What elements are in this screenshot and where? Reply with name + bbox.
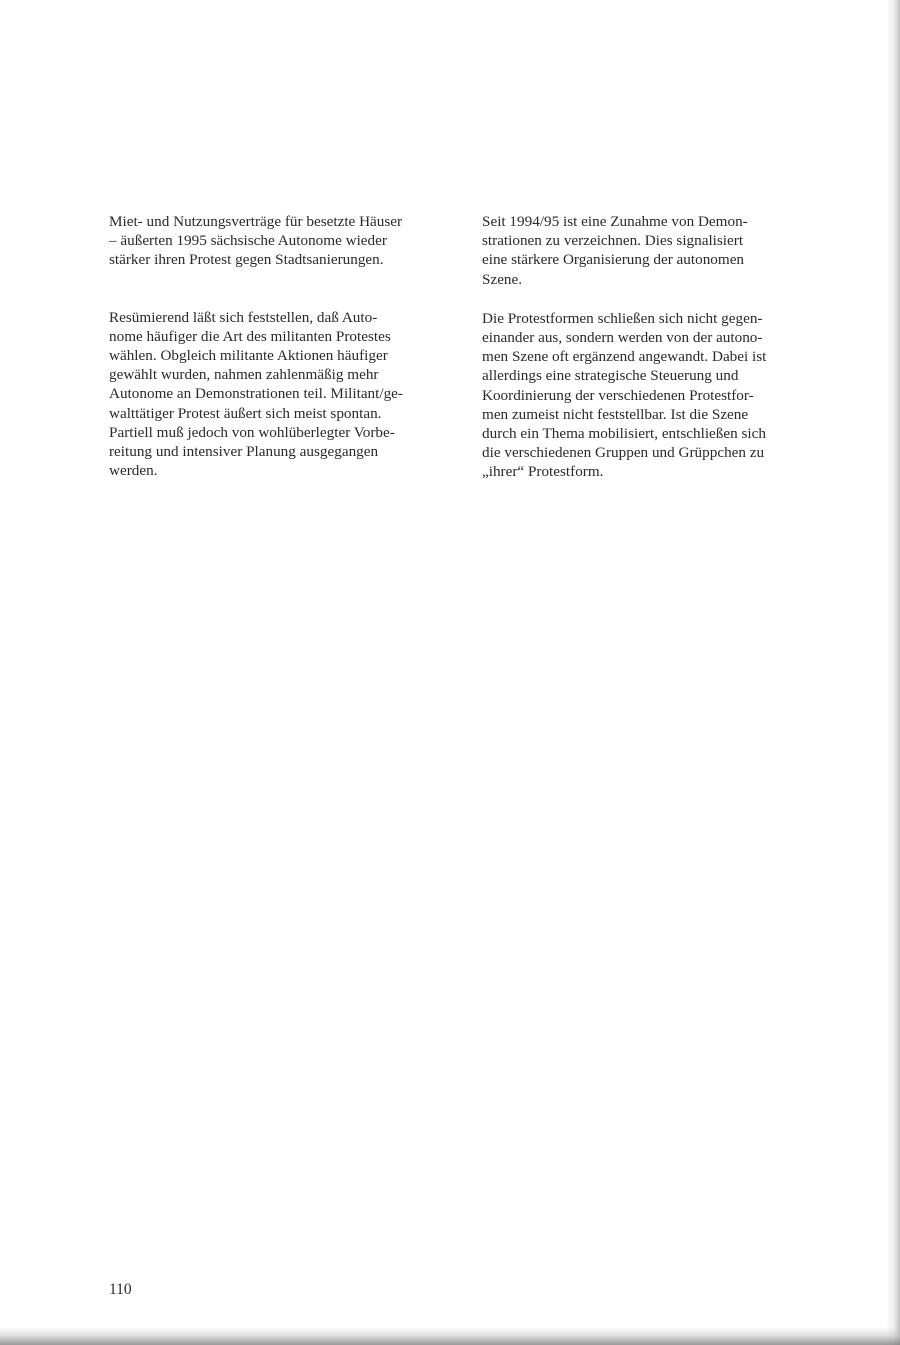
page-number: 110 [109,1281,132,1298]
right-paragraph-2: Die Protestformen schließen sich nicht gegen- einander aus, sondern werden von der autono- men Szene oft ergänzend angewandt. Dabei ist allerdings eine strategische Steuerung und Koordinierung der verschiedenen Protestfor- men zumeist nicht feststellbar. Ist die Szene durch ein Thema mobilisiert, entschließen sich die verschiedenen Gruppen und Grüppchen zu „ihrer“ Protestform. [482,309,767,481]
right-paragraph-1: Seit 1994/95 ist eine Zunahme von Demon- strationen zu verzeichnen. Dies signalisiert eine stärkere Organisierung der autonomen Szene. [482,213,748,288]
left-paragraph-2: Resümierend läßt sich feststellen, daß Auto- nome häufiger die Art des militanten Protestes wählen. Obgleich militante Aktionen häufiger gewählt wurden, nahmen zahlenmäßig mehr Autonome an Demonstrationen teil. Militant/ge- walttätiger Protest äußert sich meist spontan. Partiell muß jedoch von wohlüberlegter Vorbe- reitung und intensiver Planung ausgegangen werden. [109,308,403,480]
scan-shadow-right-edge [886,0,900,1345]
left-text-column [109,212,445,480]
scan-shadow-bottom-edge [0,1327,900,1345]
right-text-column [482,212,818,482]
left-paragraph-1: Miet- und Nutzungsverträge für besetzte Häuser – äußerten 1995 sächsische Autonome wieder stärker ihren Protest gegen Stadtsanierungen. [109,213,403,269]
